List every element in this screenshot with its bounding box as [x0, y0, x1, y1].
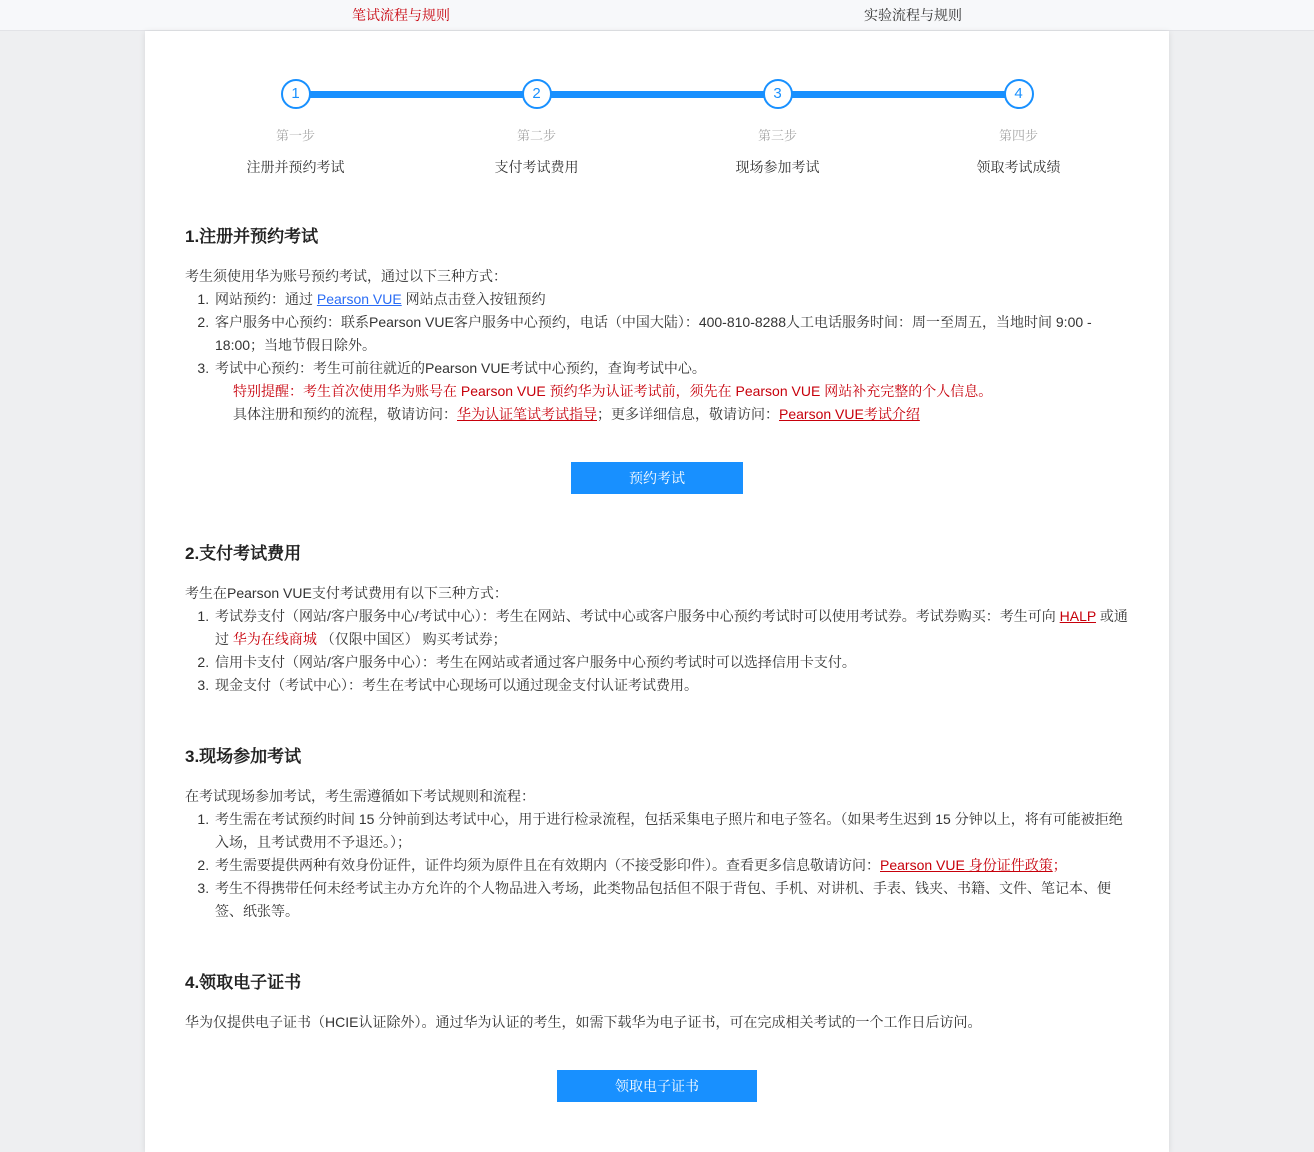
list-item [213, 808, 1129, 854]
written-exam-guide-link[interactable]: 华为认证笔试考试指导 [457, 406, 597, 422]
content-card [145, 31, 1169, 1152]
special-reminder-text: 特别提醒：考生首次使用华为账号在 Pearson VUE 预约华为认证考试前，须先在 Pearson VUE 网站补充完整的个人信息。 [233, 383, 993, 399]
step-4-title: 领取考试成绩 [976, 159, 1061, 175]
section-1-heading: 1.注册并预约考试 [185, 227, 319, 246]
section-1-list [185, 288, 1129, 380]
tab-lab-exam-rules[interactable]: 实验流程与规则 [864, 7, 962, 23]
step-1-sub-label: 第一步 [275, 128, 315, 143]
list-item [213, 674, 1129, 697]
special-reminder-line [233, 380, 1129, 403]
step-4 [898, 79, 1139, 177]
list-item [213, 854, 1129, 877]
section-pay-exam-fee [185, 542, 1129, 697]
section-register-and-book [185, 225, 1129, 494]
step-4-circle: 4 [1004, 79, 1034, 109]
text-segment: 信用卡支付（网站/客户服务中心）：考生在网站或者通过客户服务中心预约考试时可以选择信用卡支付。 [215, 654, 856, 670]
tab-strip [145, 0, 1169, 30]
text-segment: 考生不得携带任何未经考试主办方允许的个人物品进入考场，此类物品包括但不限于背包、手机、对讲机、手表、钱夹、书籍、文件、笔记本、便签、纸张等。 [215, 880, 1111, 919]
book-exam-button[interactable]: 预约考试 [571, 462, 743, 494]
id-document-policy-link[interactable]: Pearson VUE 身份证件政策 [880, 857, 1053, 873]
text-segment: （仅限中国区） 购买考试券； [316, 631, 507, 647]
list-item [213, 311, 1129, 357]
text-segment: 客户服务中心预约：联系Pearson VUE客户服务中心预约，电话（中国大陆）：400-810-8288人工电话服务时间：周一至周五，当地时间 9:00 - 18:00；当地节假日除外。 [215, 314, 1092, 353]
step-3-sub-label: 第三步 [757, 128, 797, 143]
text-segment: 考试中心预约：考生可前往就近的Pearson VUE考试中心预约，查询考试中心。 [215, 360, 706, 376]
list-item [213, 357, 1129, 380]
list-item [213, 288, 1129, 311]
step-2-circle: 2 [522, 79, 552, 109]
text-segment: 考生需在考试预约时间 15 分钟前到达考试中心，用于进行检录流程，包括采集电子照片和电子签名。（如果考生迟到 15 分钟以上，将有可能被拒绝入场，且考试费用不予退还。）； [215, 811, 1123, 850]
section-4-intro: 华为仅提供电子证书（HCIE认证除外）。通过华为认证的考生，如需下载华为电子证书，可在完成相关考试的一个工作日后访问。 [185, 1014, 982, 1030]
exam-process-stepper [175, 31, 1139, 177]
pearson-vue-intro-link[interactable]: Pearson VUE考试介绍 [779, 406, 920, 422]
get-certificate-button[interactable]: 领取电子证书 [557, 1070, 757, 1102]
section-2-intro: 考生在Pearson VUE支付考试费用有以下三种方式： [185, 585, 508, 601]
section-3-intro: 在考试现场参加考试，考生需遵循如下考试规则和流程： [185, 788, 535, 804]
get-certificate-button-row [185, 1070, 1129, 1102]
text-segment: 考试券支付（网站/客户服务中心/考试中心）：考生在网站、考试中心或客户服务中心预约考试时可以使用考试券。考试券购买：考生可向 [215, 608, 1060, 624]
section-4-heading: 4.领取电子证书 [185, 973, 302, 992]
section-3-list [185, 808, 1129, 923]
list-item [213, 877, 1129, 923]
more-info-line [233, 403, 1129, 426]
section-1-intro: 考生须使用华为账号预约考试，通过以下三种方式： [185, 268, 507, 284]
text-segment: 考生需要提供两种有效身份证件，证件均须为原件且在有效期内（不接受影印件）。查看更多信息敬请访问： [215, 857, 880, 873]
step-1-circle: 1 [281, 79, 311, 109]
text-segment: 具体注册和预约的流程，敬请访问： [233, 406, 457, 422]
halp-link[interactable]: HALP [1059, 608, 1096, 624]
list-item [213, 651, 1129, 674]
text-segment: ；更多详细信息，敬请访问： [597, 406, 779, 422]
step-1-title: 注册并预约考试 [246, 159, 345, 175]
section-2-heading: 2.支付考试费用 [185, 544, 302, 563]
book-exam-button-row [185, 462, 1129, 494]
huawei-online-store-link[interactable]: 华为在线商城 [232, 631, 317, 647]
pearson-vue-link[interactable]: Pearson VUE [316, 291, 402, 307]
top-tab-bar [0, 0, 1314, 31]
step-1 [175, 79, 416, 177]
text-segment: 现金支付（考试中心）：考生在考试中心现场可以通过现金支付认证考试费用。 [215, 677, 698, 693]
step-2-title: 支付考试费用 [494, 159, 579, 175]
tab-written-exam-rules[interactable]: 笔试流程与规则 [352, 7, 450, 23]
step-3-title: 现场参加考试 [735, 159, 820, 175]
step-4-sub-label: 第四步 [998, 128, 1038, 143]
text-segment: ； [1052, 857, 1067, 873]
step-3-circle: 3 [763, 79, 793, 109]
section-attend-exam-onsite [185, 745, 1129, 923]
main-content [145, 225, 1169, 1102]
text-segment: 网站点击登入按钮预约 [401, 291, 546, 307]
step-2-sub-label: 第二步 [516, 128, 556, 143]
section-get-e-certificate [185, 971, 1129, 1102]
list-item [213, 605, 1129, 651]
text-segment: 网站预约：通过 [215, 291, 317, 307]
text-segment: 或通过 [215, 608, 1128, 647]
section-3-heading: 3.现场参加考试 [185, 747, 302, 766]
step-3 [657, 79, 898, 177]
section-2-list [185, 605, 1129, 697]
step-2 [416, 79, 657, 177]
